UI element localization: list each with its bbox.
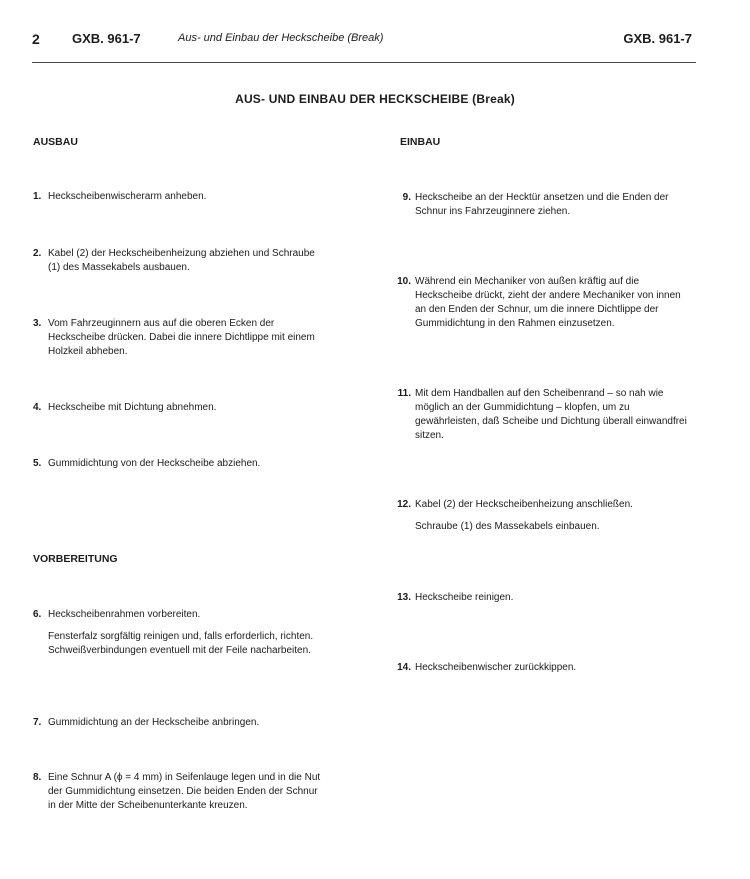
section-heading-vorbereitung: VORBEREITUNG <box>33 553 118 565</box>
step-text: Gummidichtung von der Heckscheibe abziehen. <box>48 458 261 469</box>
step-number: 1. <box>33 191 42 202</box>
step-text: Während ein Mechaniker von außen kräftig auf die Heckscheibe drückt, zieht der andere Mechaniker von innen an den Enden der Schnur, um die innere Dichtlippe der Gummidichtung in den Rahmen einzusetzen. <box>415 276 681 329</box>
header-title: Aus- und Einbau der Heckscheibe (Break) <box>178 32 384 44</box>
step-text: Kabel (2) der Heckscheibenheizung anschließen. <box>415 499 633 510</box>
step-14 <box>391 661 692 675</box>
doc-code-right: GXB. 961-7 <box>623 31 692 46</box>
step-2 <box>33 247 325 275</box>
step-number: 2. <box>33 248 42 259</box>
step-1 <box>33 190 325 204</box>
step-subtext: Schraube (1) des Massekabels einbauen. <box>415 521 600 532</box>
step-text: Heckscheibe reinigen. <box>415 592 514 603</box>
step-6 <box>33 608 325 658</box>
step-13 <box>391 591 692 605</box>
step-text: Heckscheibenwischerarm anheben. <box>48 191 207 202</box>
step-text: Heckscheibenrahmen vorbereiten. <box>48 609 201 620</box>
step-text: Eine Schnur A (ϕ = 4 mm) in Seifenlauge legen und in die Nut der Gummidichtung einsetzen. Die beiden Enden der Schnur in der Mitte der Scheibenunterkante kreuzen. <box>48 772 321 811</box>
step-text: Kabel (2) der Heckscheibenheizung abziehen und Schraube (1) des Massekabels ausbauen. <box>48 248 315 273</box>
step-text: Heckscheibe an der Hecktür ansetzen und die Enden der Schnur ins Fahrzeuginnere ziehen. <box>415 192 669 217</box>
page-header <box>32 31 692 51</box>
section-heading-einbau: EINBAU <box>400 136 441 148</box>
step-5 <box>33 457 325 471</box>
page-number: 2 <box>32 31 40 47</box>
step-text: Vom Fahrzeuginnern aus auf die oberen Ecken der Heckscheibe drücken. Dabei die innere Dichtlippe mit einem Holzkeil abheben. <box>48 318 315 357</box>
header-divider <box>32 62 696 63</box>
step-subtext: Fensterfalz sorgfältig reinigen und, falls erforderlich, richten. Schweißverbindungen eventuell mit der Feile nacharbeiten. <box>48 631 314 656</box>
step-11 <box>391 387 692 443</box>
step-number: 13. <box>397 592 411 603</box>
step-9 <box>391 191 692 219</box>
doc-code: GXB. 961-7 <box>72 31 141 46</box>
step-number: 12. <box>397 499 411 510</box>
step-12 <box>391 498 692 534</box>
step-number: 14. <box>397 662 411 673</box>
step-8 <box>33 771 325 813</box>
step-text: Mit dem Handballen auf den Scheibenrand – so nah wie möglich an der Gummidichtung – klopfen, um zu gewährleisten, daß Scheibe und Dichtung überall einwandfrei sitzen. <box>415 388 687 441</box>
step-number: 8. <box>33 772 42 783</box>
step-3 <box>33 317 325 359</box>
step-number: 3. <box>33 318 42 329</box>
step-10 <box>391 275 692 331</box>
step-number: 7. <box>33 717 42 728</box>
section-heading-ausbau: AUSBAU <box>33 136 78 148</box>
step-text: Heckscheibenwischer zurückkippen. <box>415 662 577 673</box>
step-number: 4. <box>33 402 42 413</box>
step-number: 6. <box>33 609 42 620</box>
step-4 <box>33 401 325 415</box>
step-number: 9. <box>402 192 411 203</box>
step-text: Gummidichtung an der Heckscheibe anbringen. <box>48 717 260 728</box>
step-number: 10. <box>397 276 411 287</box>
page-title: AUS- UND EINBAU DER HECKSCHEIBE (Break) <box>235 92 515 106</box>
step-number: 11. <box>397 388 411 399</box>
step-7 <box>33 716 325 730</box>
step-text: Heckscheibe mit Dichtung abnehmen. <box>48 402 217 413</box>
step-number: 5. <box>33 458 42 469</box>
